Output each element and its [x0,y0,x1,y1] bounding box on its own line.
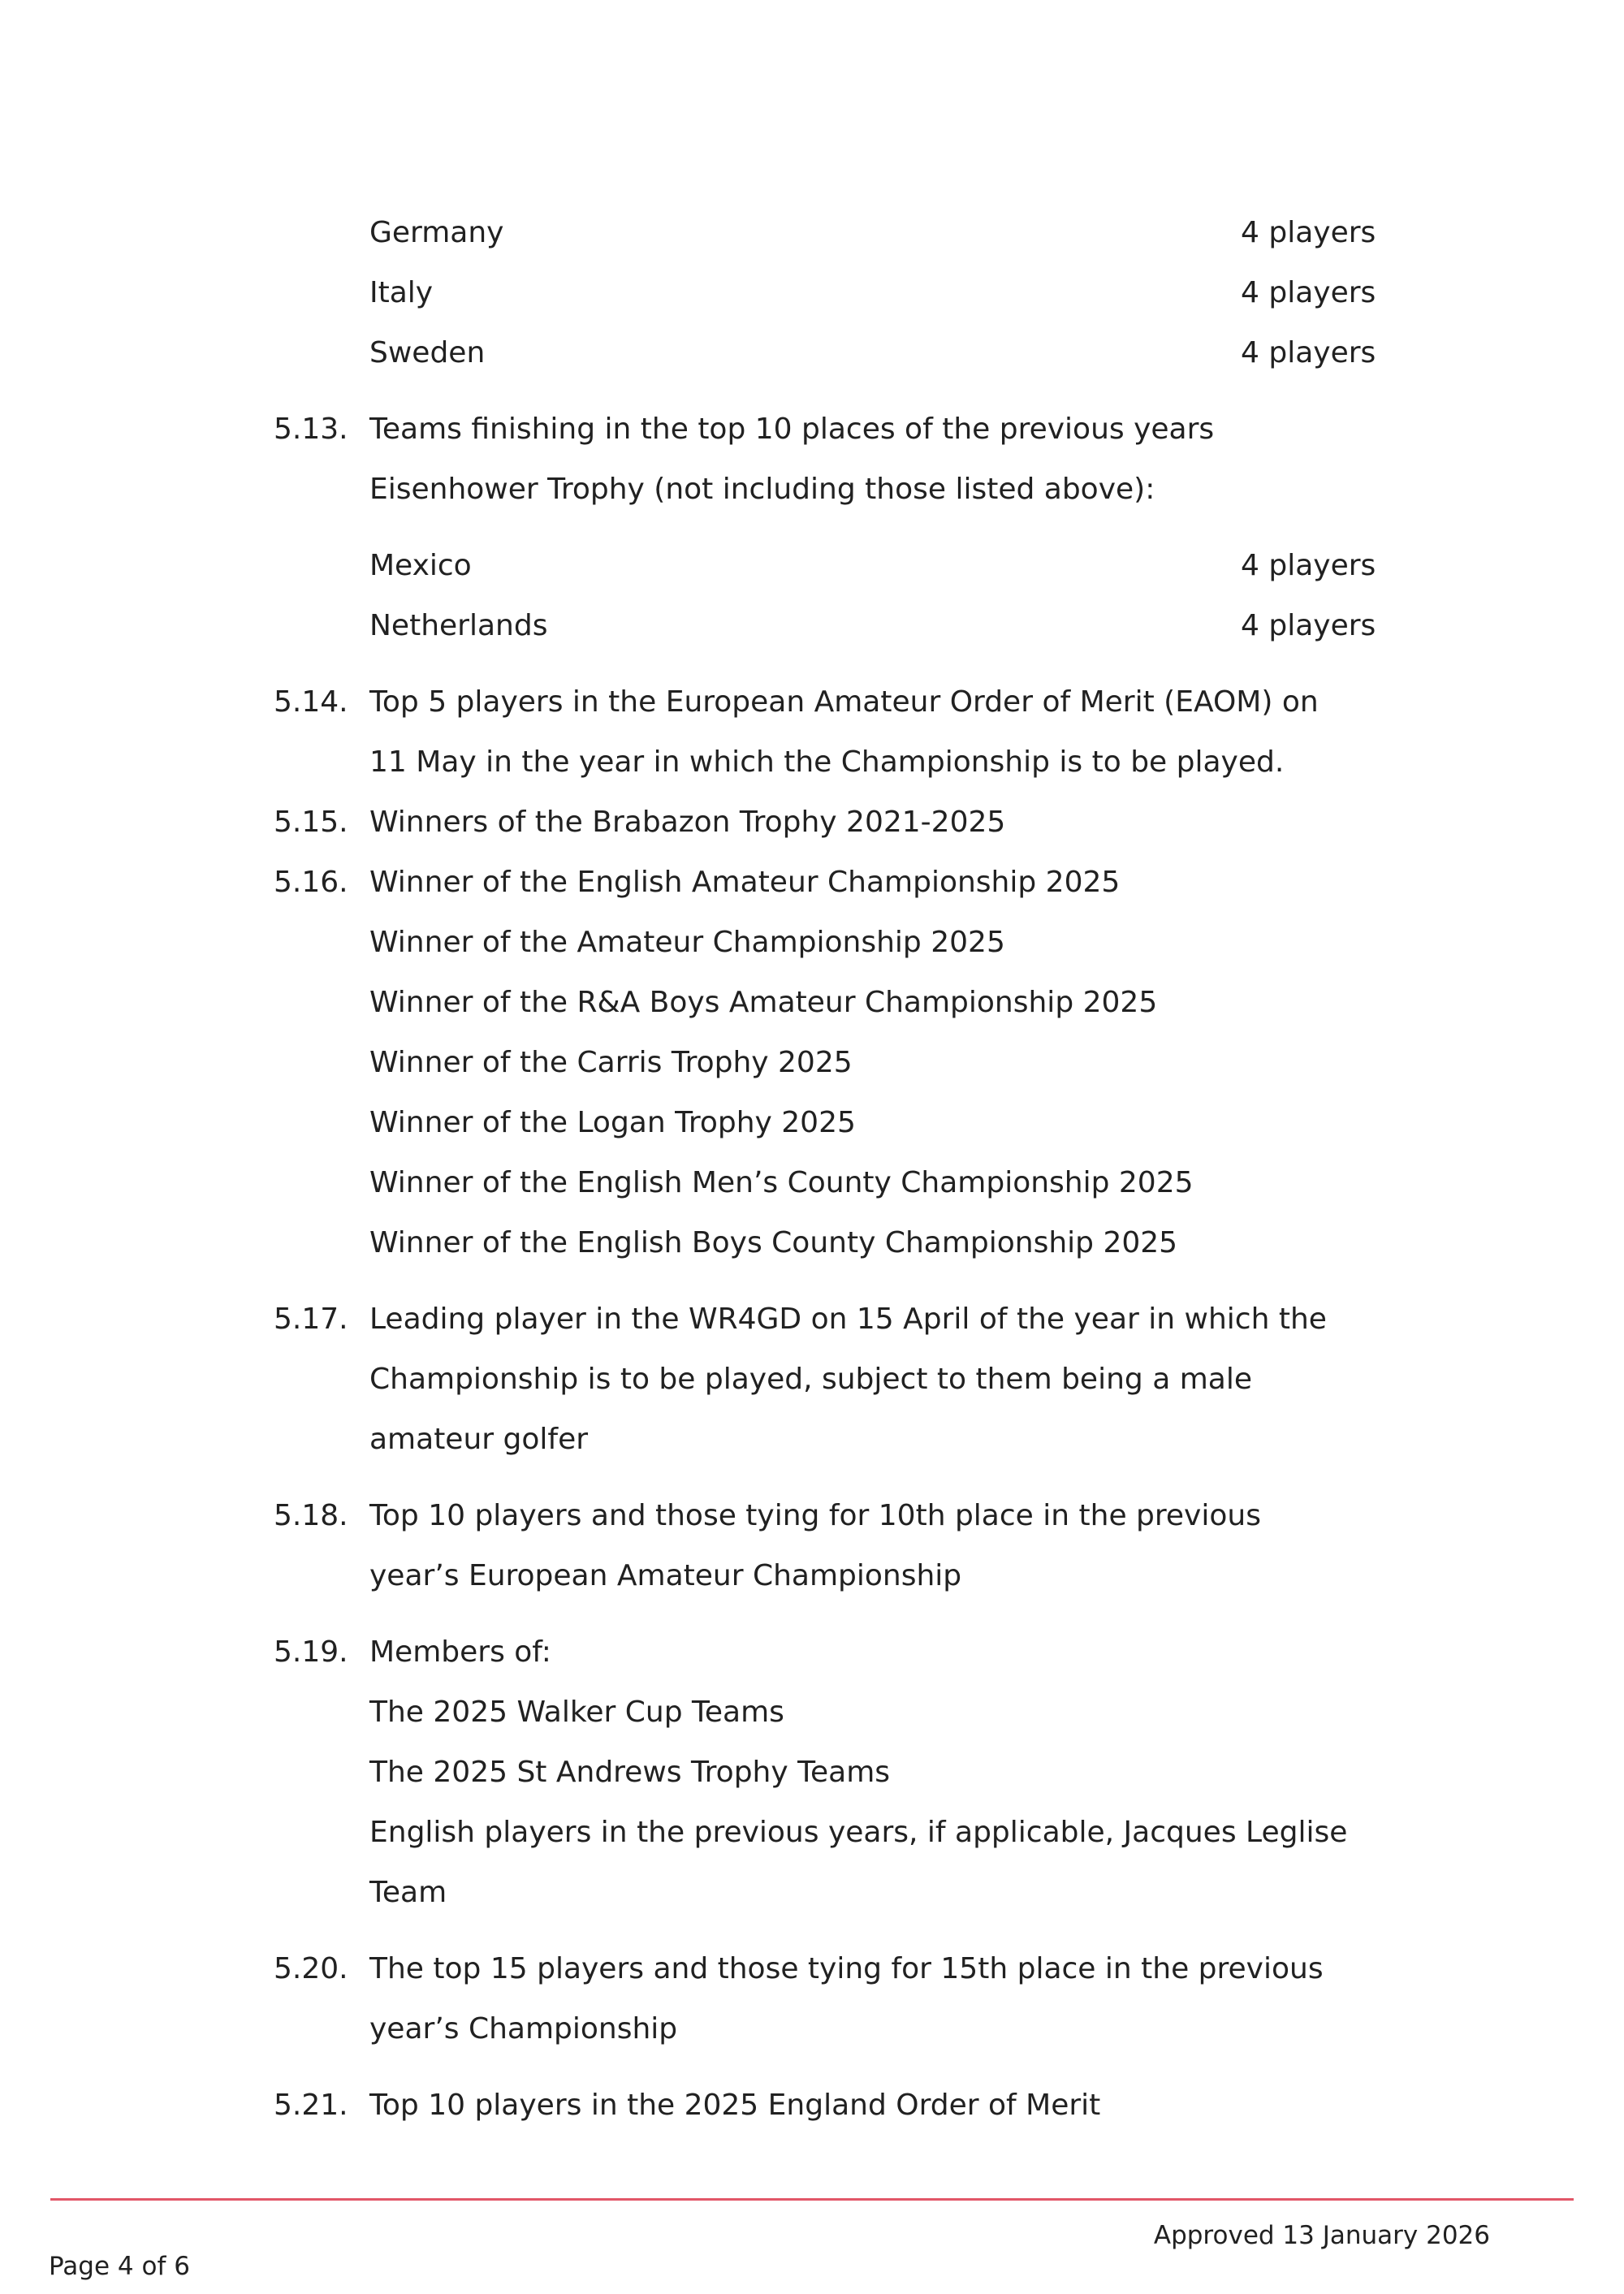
country-name: Italy [369,276,434,309]
country-allocation-list-eisenhower [274,536,1508,656]
clause-text-line: Members of: [369,1635,551,1669]
player-count: 4 players [1241,276,1376,309]
country-row [369,536,1508,596]
country-row [369,596,1508,656]
country-name: Netherlands [369,609,548,642]
page-number: Page 4 of 6 [49,2252,190,2281]
clause-text-line: Winner of the Carris Trophy 2025 [369,1046,853,1079]
clause-text-line: English players in the previous years, if applicable, Jacques Leglise [369,1816,1348,1849]
clause-5-14 [274,672,1508,793]
clause-number: 5.17. [274,1303,348,1336]
clause-body [369,2076,1508,2136]
clause-text-line: Top 5 players in the European Amateur Order of Merit (EAOM) on [369,685,1319,719]
country-name: Germany [369,216,504,249]
clause-number: 5.16. [274,866,348,899]
clause-text-line: Championship is to be played, subject to them being a male [369,1363,1252,1396]
clause-5-19 [274,1622,1508,1923]
clause-text-line: Winner of the Amateur Championship 2025 [369,926,1005,959]
clause-5-21 [274,2076,1508,2136]
clause-body [369,1290,1508,1470]
clause-text-line: 11 May in the year in which the Championship is to be played. [369,745,1285,779]
country-allocation-list-top [274,203,1508,383]
player-count: 4 players [1241,336,1376,369]
footer-divider [50,2198,1574,2201]
player-count: 4 players [1241,549,1376,582]
clause-text-line: Team [369,1876,447,1909]
approved-date: Approved 13 January 2026 [1153,2221,1490,2250]
clause-text-line: Winner of the English Men’s County Championship 2025 [369,1166,1194,1199]
clause-number: 5.19. [274,1635,348,1669]
clause-body [369,1486,1508,1606]
clause-5-18 [274,1486,1508,1606]
country-name: Mexico [369,549,472,582]
clause-number: 5.15. [274,806,348,839]
clause-number: 5.20. [274,1952,348,1985]
player-count: 4 players [1241,609,1376,642]
clause-text-line: Leading player in the WR4GD on 15 April of the year in which the [369,1303,1327,1336]
clause-text-line: Top 10 players and those tying for 10th place in the previous [369,1499,1261,1532]
clause-text-line: amateur golfer [369,1423,589,1456]
clause-number: 5.21. [274,2089,348,2122]
clause-5-16 [274,853,1508,1273]
clause-number: 5.14. [274,685,348,719]
clause-5-15 [274,793,1508,853]
clause-text-line: The 2025 St Andrews Trophy Teams [369,1756,891,1789]
clause-text-line: Winner of the English Boys County Championship 2025 [369,1226,1178,1259]
player-count: 4 players [1241,216,1376,249]
clause-text-line: The top 15 players and those tying for 15th place in the previous [369,1952,1324,1985]
country-row [369,263,1508,323]
clause-body [369,672,1508,793]
clause-text-line: year’s Championship [369,2012,678,2046]
clause-number: 5.13. [274,413,348,446]
clause-text-line: Winners of the Brabazon Trophy 2021-2025 [369,806,1006,839]
clause-text-line: Top 10 players in the 2025 England Order of Merit [369,2089,1101,2122]
clause-5-17 [274,1290,1508,1470]
clause-text-line: Eisenhower Trophy (not including those listed above): [369,473,1155,506]
page-content [274,203,1508,2136]
clause-body [369,793,1508,853]
clause-5-13 [274,400,1508,520]
clause-body [369,853,1508,1273]
clause-text-line: Winner of the English Amateur Championship 2025 [369,866,1121,899]
clause-text-line: Winner of the Logan Trophy 2025 [369,1106,856,1139]
clause-body [369,1939,1508,2059]
clause-text-line: Winner of the R&A Boys Amateur Championship 2025 [369,986,1158,1019]
clause-body [369,400,1508,520]
clause-body [369,1622,1508,1923]
clause-5-20 [274,1939,1508,2059]
country-name: Sweden [369,336,486,369]
clause-text-line: The 2025 Walker Cup Teams [369,1696,784,1729]
clause-text-line: year’s European Amateur Championship [369,1559,962,1592]
clause-text-line: Teams finishing in the top 10 places of the previous years [369,413,1215,446]
country-row [369,203,1508,263]
country-row [369,323,1508,383]
clause-number: 5.18. [274,1499,348,1532]
